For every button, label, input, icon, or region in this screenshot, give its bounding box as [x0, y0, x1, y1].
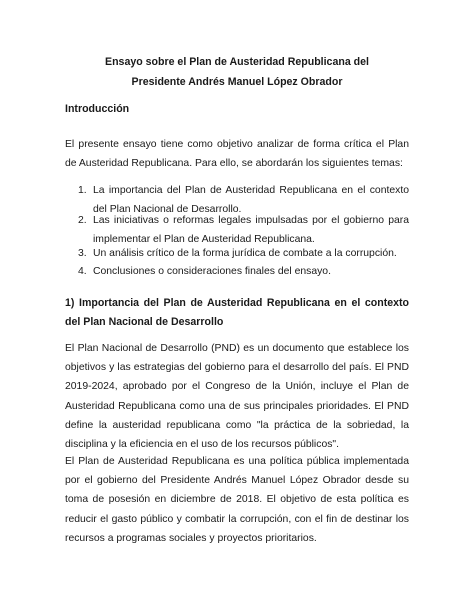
document-title	[0, 52, 474, 92]
list-text: La importancia del Plan de Austeridad Republicana en el contexto del Plan Nacional de Desarrollo.	[93, 185, 409, 216]
title-line-2: Presidente Andrés Manuel López Obrador	[131, 76, 343, 88]
intro-paragraph: El presente ensayo tiene como objetivo analizar de forma crítica el Plan de Austeridad Republicana. Para ello, se abordarán los siguientes temas:	[65, 139, 409, 170]
intro-heading: Introducción	[65, 103, 130, 115]
list-number: 1.	[78, 185, 87, 196]
list-text: Conclusiones o consideraciones finales del ensayo.	[93, 266, 331, 277]
list-number: 2.	[78, 215, 87, 226]
list-text: Las iniciativas o reformas legales impulsadas por el gobierno para implementar el Plan de Austeridad Republicana.	[93, 215, 409, 246]
list-text: Un análisis crítico de la forma jurídica de combate a la corrupción.	[93, 248, 397, 259]
section-1-paragraph-2: El Plan de Austeridad Republicana es una política pública implementada por el gobierno del Presidente Andrés Manuel López Obrador desde su toma de posesión en diciembre de 2018. El objetivo de esta política es reducir el gasto público y combatir la corrupción, con el fin de destinar los recursos a programas sociales y proyectos prioritarios.	[65, 456, 409, 544]
list-number: 3.	[78, 248, 87, 259]
title-line-1: Ensayo sobre el Plan de Austeridad Republicana del	[105, 56, 369, 68]
section-1-heading: 1) Importancia del Plan de Austeridad Republicana en el contexto del Plan Nacional de Desarrollo	[65, 297, 409, 329]
list-number: 4.	[78, 266, 87, 277]
section-1-paragraph-1: El Plan Nacional de Desarrollo (PND) es un documento que establece los objetivos y las estrategias del gobierno para el desarrollo del país. El PND 2019-2024, aprobado por el Congreso de la Unión, incluye el Plan de Austeridad Republicana como una de sus principales prioridades. El PND define la austeridad republicana como "la práctica de la sobriedad, la disciplina y la eficiencia en el uso de los recursos públicos".	[65, 343, 409, 451]
